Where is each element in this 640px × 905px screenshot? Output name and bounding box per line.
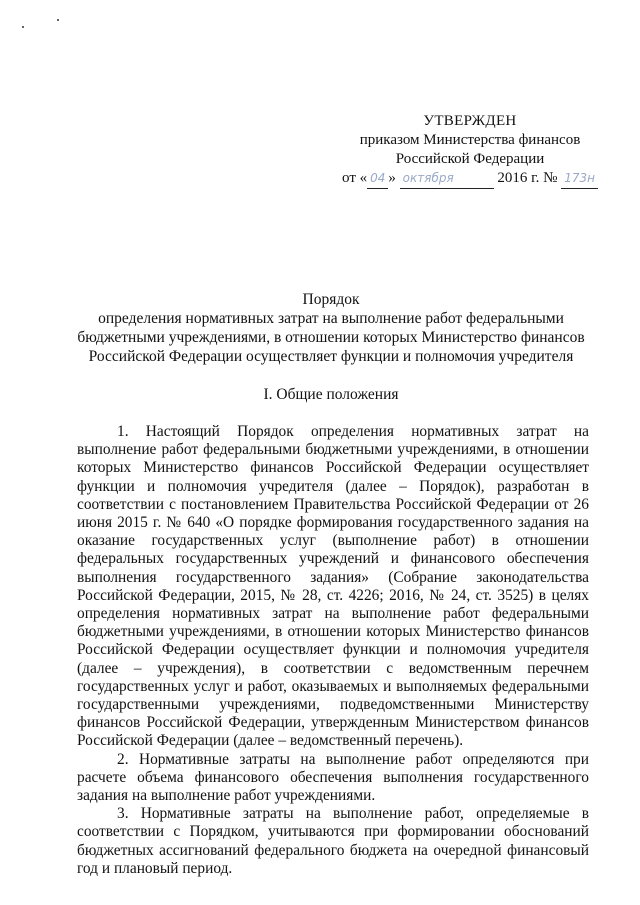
date-mid: » <box>388 170 396 186</box>
approval-block <box>330 112 610 189</box>
paragraph-2: 2. Нормативные затраты на выполнение работ определяются при расчете объема финансового обеспечения выполнения государственного задания на выполнение работ учреждениями. <box>77 750 589 805</box>
scan-speck <box>57 19 59 21</box>
approval-line-ministry: приказом Министерства финансов <box>359 132 581 148</box>
title-heading: Порядок <box>302 291 360 308</box>
scan-speck <box>22 26 24 28</box>
approval-date-line <box>330 169 610 189</box>
paragraph-3: 3. Нормативные затраты на выполнение работ, определяемые в соответствии с Порядком, учитываются при формировании обоснований бюджетных ассигнований федерального бюджета на очередной финансовый год и плановый период. <box>77 805 589 877</box>
title-line-1: определения нормативных затрат на выполнение работ федеральными <box>98 310 564 327</box>
date-year: 2016 г. № <box>497 170 558 186</box>
section-title: I. Общие положения <box>263 386 399 403</box>
approval-line-federation: Российской Федерации <box>395 151 545 167</box>
date-prefix: от « <box>342 170 368 186</box>
order-number: 173н <box>561 169 598 189</box>
title-line-2: бюджетными учреждениями, в отношении которых Министерство финансов <box>77 329 585 346</box>
date-month: октября <box>400 169 494 189</box>
date-day: 04 <box>367 169 388 189</box>
approval-heading: УТВЕРЖДЕН <box>423 113 517 129</box>
paragraph-1: 1. Настоящий Порядок определения нормативных затрат на выполнение работ федеральными бюджетными учреждениями, в отношении которых Министерство финансов Российской Федерации осуществляет функции и полномочия учредителя (далее – Порядок), разработан в соответствии с постановлением Правительства Российской Федерации от 26 июня 2015 г. № 640 «О порядке формирования государственного задания на оказание государственных услуг (выполнение работ) в отношении федеральных государственных учреждений и финансового обеспечения выполнения государственного задания» (Собрание законодательства Российской Федерации, 2015, № 28, ст. 4226; 2016, № 24, ст. 3525) в целях определения нормативных затрат на выполнение работ федеральными бюджетными учреждениями, в отношении которых Министерство финансов Российской Федерации осуществляет функции и полномочия учредителя (далее – учреждения), в соответствии с ведомственным перечнем государственных услуг и работ, оказываемых и выполняемых федеральными государственными учреждениями, подведомственными Министерству финансов Российской Федерации, утвержденным Министерством финансов Российской Федерации (далее – ведомственный перечень). <box>77 423 589 750</box>
document-title <box>70 290 592 366</box>
title-line-3: Российской Федерации осуществляет функции и полномочия учредителя <box>88 348 574 365</box>
document-body <box>77 423 589 878</box>
